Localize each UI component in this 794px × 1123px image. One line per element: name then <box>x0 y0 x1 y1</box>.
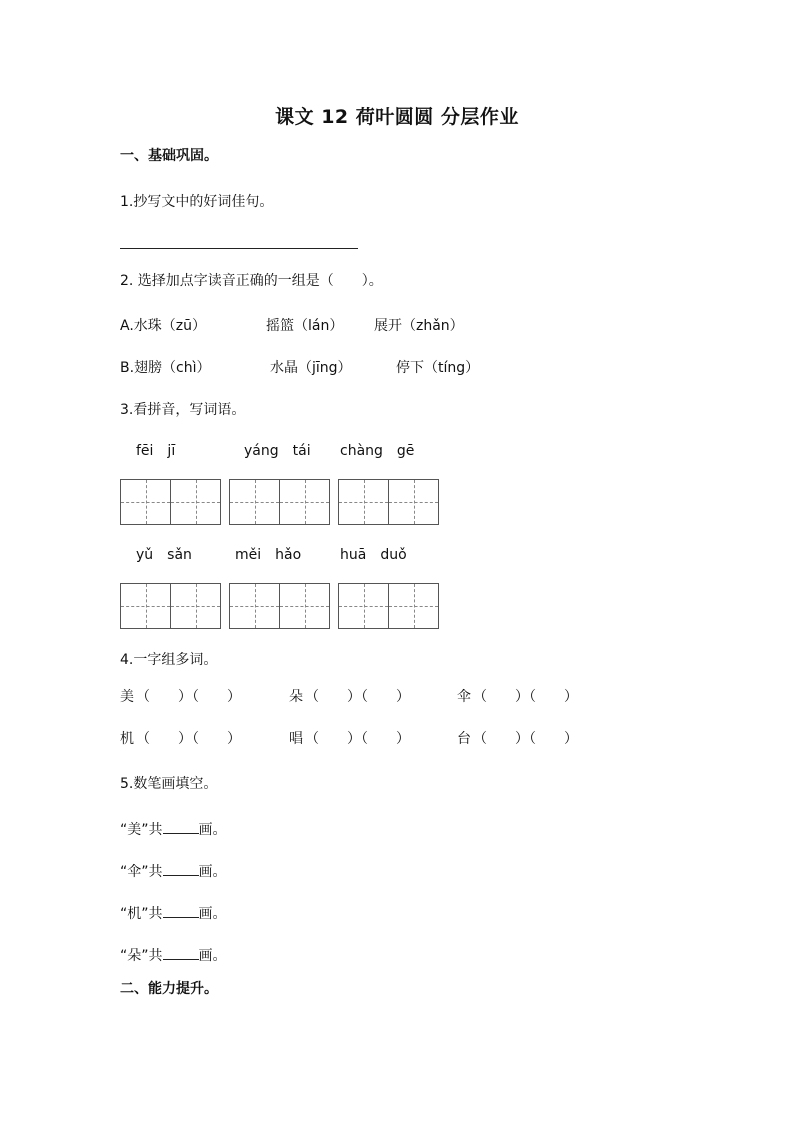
question-3-prompt: 3.看拼音，写词语。 <box>120 402 246 418</box>
stroke-count-suffix: 画。 <box>198 864 227 880</box>
word-char: 台 <box>457 731 471 747</box>
stroke-count-suffix: 画。 <box>198 906 227 922</box>
pinyin-label: chàng gē <box>340 443 415 459</box>
pinyin-label: huā duǒ <box>340 547 407 563</box>
word-blanks[interactable]: （ ）（ ） <box>136 731 241 747</box>
option-a-item-2: 摇篮（lán） <box>266 318 344 334</box>
pinyin-label: měi hǎo <box>235 547 302 563</box>
stroke-count-label: “伞”共 <box>120 864 163 880</box>
option-b-item-1: B.翅膀（chì） <box>120 360 211 376</box>
stroke-count-blank[interactable] <box>163 945 199 960</box>
word-char: 伞 <box>457 689 471 705</box>
stroke-count-suffix: 画。 <box>198 948 227 964</box>
stroke-count-label: “美”共 <box>120 822 163 838</box>
question-1-prompt: 1.抄写文中的好词佳句。 <box>120 194 274 210</box>
stroke-count-item <box>120 903 227 921</box>
word-char: 朵 <box>289 689 303 705</box>
option-b-item-3: 停下（tíng） <box>396 360 480 376</box>
word-blanks[interactable]: （ ）（ ） <box>305 689 410 705</box>
writing-box-pair[interactable] <box>229 583 330 629</box>
stroke-count-label: “机”共 <box>120 906 163 922</box>
section-basic-heading: 一、基础巩固。 <box>120 148 218 164</box>
word-char: 机 <box>120 731 134 747</box>
pinyin-label: fēi jī <box>136 443 176 459</box>
word-char: 唱 <box>289 731 303 747</box>
writing-grid-row-1 <box>120 479 439 525</box>
pinyin-label: yǔ sǎn <box>136 547 192 563</box>
writing-box-pair[interactable] <box>229 479 330 525</box>
writing-box-pair[interactable] <box>338 583 439 629</box>
section-advanced-heading: 二、能力提升。 <box>120 981 218 997</box>
writing-box-pair[interactable] <box>338 479 439 525</box>
word-blanks[interactable]: （ ）（ ） <box>473 731 578 747</box>
stroke-count-blank[interactable] <box>163 819 199 834</box>
stroke-count-label: “朵”共 <box>120 948 163 964</box>
option-a-item-3: 展开（zhǎn） <box>374 318 464 334</box>
question-2-prompt: 2. 选择加点字读音正确的一组是（ ）。 <box>120 273 383 289</box>
word-blanks[interactable]: （ ）（ ） <box>305 731 410 747</box>
word-blanks[interactable]: （ ）（ ） <box>473 689 578 705</box>
word-blanks[interactable]: （ ）（ ） <box>136 689 241 705</box>
stroke-count-item <box>120 945 227 963</box>
stroke-count-item <box>120 819 227 837</box>
option-a-item-1: A.水珠（zū） <box>120 318 207 334</box>
option-b-item-2: 水晶（jīng） <box>270 360 352 376</box>
question-5-prompt: 5.数笔画填空。 <box>120 776 218 792</box>
question-4-prompt: 4.一字组多词。 <box>120 652 218 668</box>
stroke-count-blank[interactable] <box>163 903 199 918</box>
stroke-count-suffix: 画。 <box>198 822 227 838</box>
writing-grid-row-2 <box>120 583 439 629</box>
writing-box-pair[interactable] <box>120 479 221 525</box>
pinyin-label: yáng tái <box>244 443 311 459</box>
answer-line[interactable] <box>120 248 358 249</box>
page-title: 课文 12 荷叶圆圆 分层作业 <box>275 106 519 128</box>
writing-box-pair[interactable] <box>120 583 221 629</box>
stroke-count-item <box>120 861 227 879</box>
word-char: 美 <box>120 689 134 705</box>
stroke-count-blank[interactable] <box>163 861 199 876</box>
